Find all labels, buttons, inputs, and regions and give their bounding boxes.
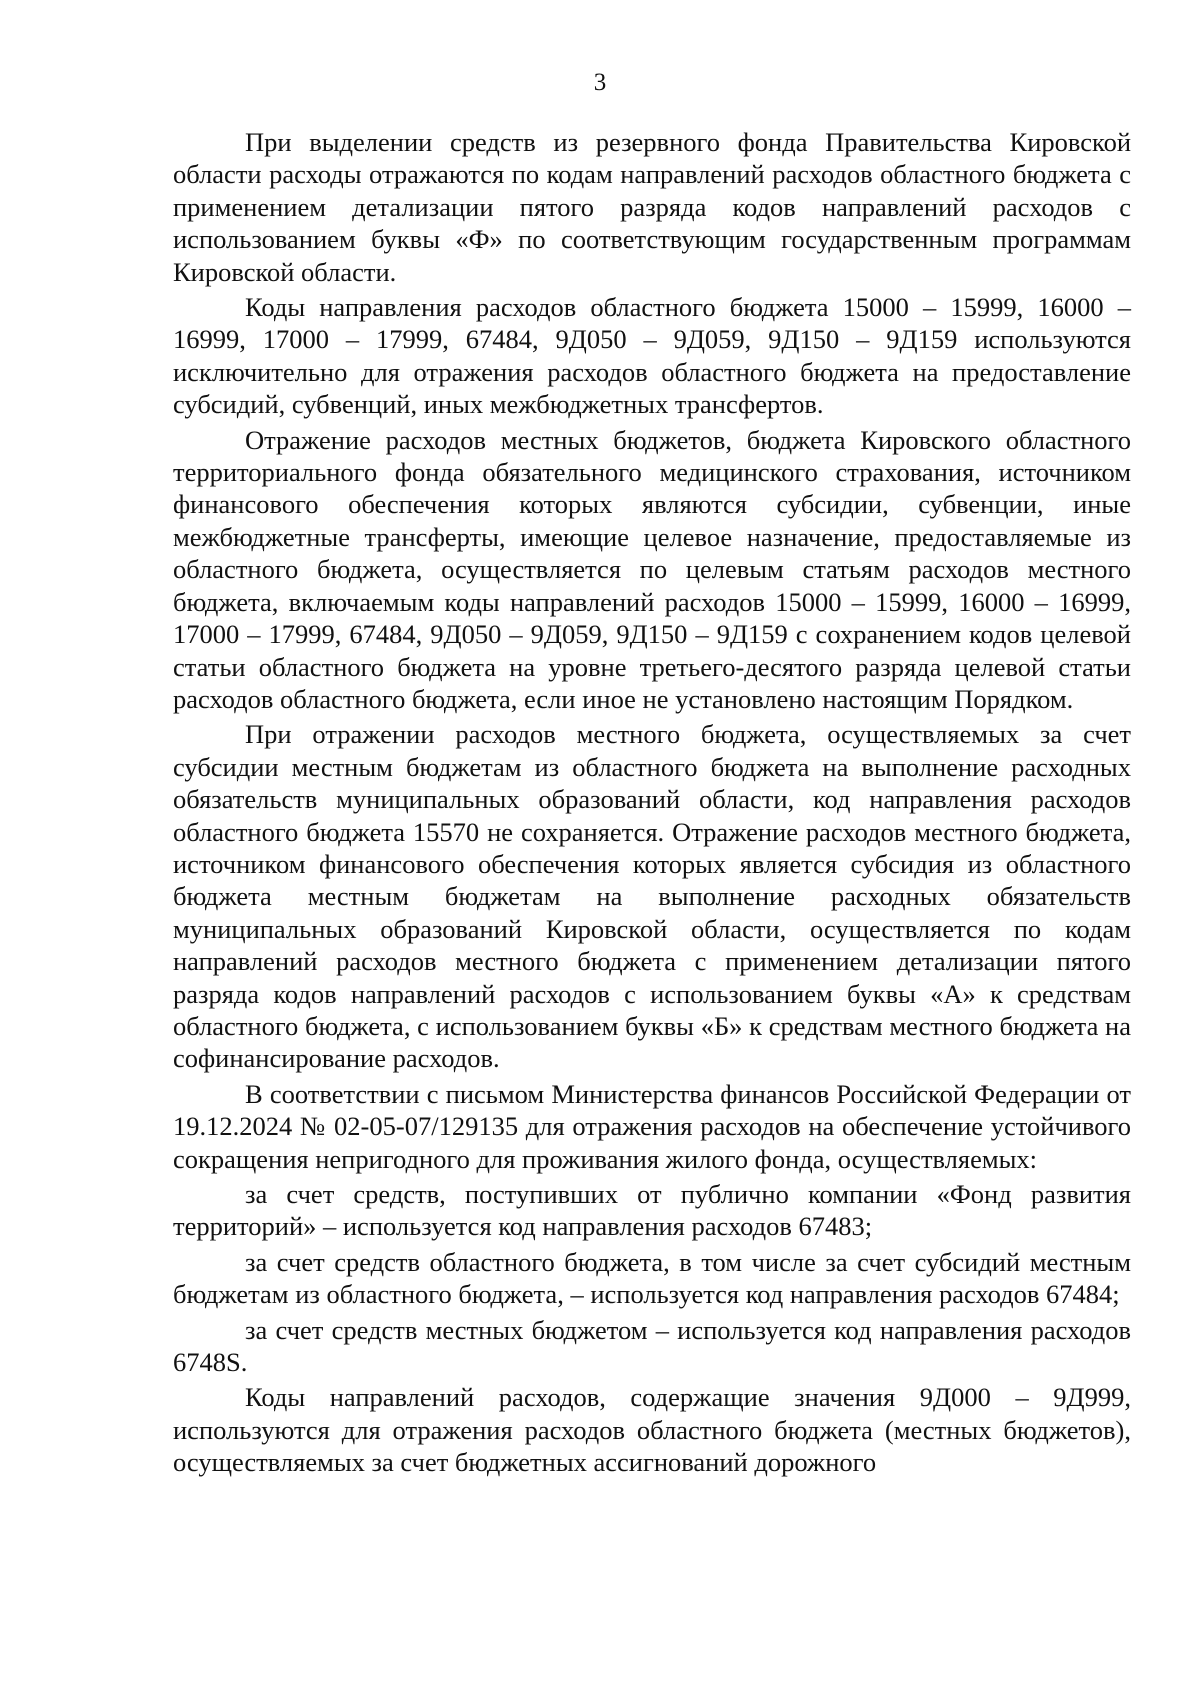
document-body bbox=[173, 126, 1131, 1482]
paragraph-reserve-fund: При выделении средств из резервного фонда Правительства Кировской области расходы отражаются по кодам направлений расходов областного бюджета с применением детализации пятого разряда кодов направлений расходов с использованием буквы «Ф» по соответствующим государственным программам Кировской области. bbox=[173, 127, 1131, 287]
paragraph-minfin-letter: В соответствии с письмом Министерства финансов Российской Федерации от 19.12.2024 № 02-05-07/129135 для отражения расходов на обеспечение устойчивого сокращения непригодного для проживания жилого фонда, осуществляемых: bbox=[173, 1078, 1131, 1174]
paragraph-subsidy-15570: При отражении расходов местного бюджета, осуществляемых за счет субсидии местным бюджетам из областного бюджета на выполнение расходных обязательств муниципальных образований области, код направления расходов областного бюджета 15570 не сохраняется. Отражение расходов местного бюджета, источником финансового обеспечения которых является субсидия из областного бюджета местным бюджетам на выполнение расходных обязательств муниципальных образований Кировской области, осуществляется по кодам направлений расходов местного бюджета с применением детализации пятого разряда кодов направлений расходов с использованием буквы «А» к средствам областного бюджета, с использованием буквы «Б» к средствам местного бюджета на софинансирование расходов. bbox=[173, 719, 1131, 1074]
paragraph-expense-codes: Коды направления расходов областного бюджета 15000 – 15999, 16000 – 16999, 17000 – 17999, 67484, 9Д050 – 9Д059, 9Д150 – 9Д159 используются исключительно для отражения расходов областного бюджета на предоставление субсидий, субвенций, иных межбюджетных трансфертов. bbox=[173, 292, 1131, 420]
list-item-67483: за счет средств, поступивших от публично компании «Фонд развития территорий» – используется код направления расходов 67483; bbox=[173, 1179, 1131, 1242]
list-item-67484: за счет средств областного бюджета, в том числе за счет субсидий местным бюджетам из областного бюджета, – используется код направления расходов 67484; bbox=[173, 1246, 1131, 1310]
paragraph-road-fund-codes: Коды направлений расходов, содержащие значения 9Д000 – 9Д999, используются для отражения расходов областного бюджета (местных бюджетов), осуществляемых за счет бюджетных ассигнований дорожного bbox=[173, 1382, 1131, 1478]
page-number: 3 bbox=[593, 69, 607, 96]
list-item-6748s: за счет средств местных бюджетом – используется код направления расходов 6748S. bbox=[173, 1314, 1131, 1378]
paragraph-local-budgets: Отражение расходов местных бюджетов, бюджета Кировского областного территориального фонда обязательного медицинского страхования, источником финансового обеспечения которых являются субсидии, субвенции, иные межбюджетные трансферты, имеющие целевое назначение, предоставляемые из областного бюджета, осуществляется по целевым статьям расходов местного бюджета, включаемым коды направлений расходов 15000 – 15999, 16000 – 16999, 17000 – 17999, 67484, 9Д050 – 9Д059, 9Д150 – 9Д159 с сохранением кодов целевой статьи областного бюджета на уровне третьего-десятого разряда целевой статьи расходов областного бюджета, если иное не установлено настоящим Порядком. bbox=[173, 424, 1131, 714]
